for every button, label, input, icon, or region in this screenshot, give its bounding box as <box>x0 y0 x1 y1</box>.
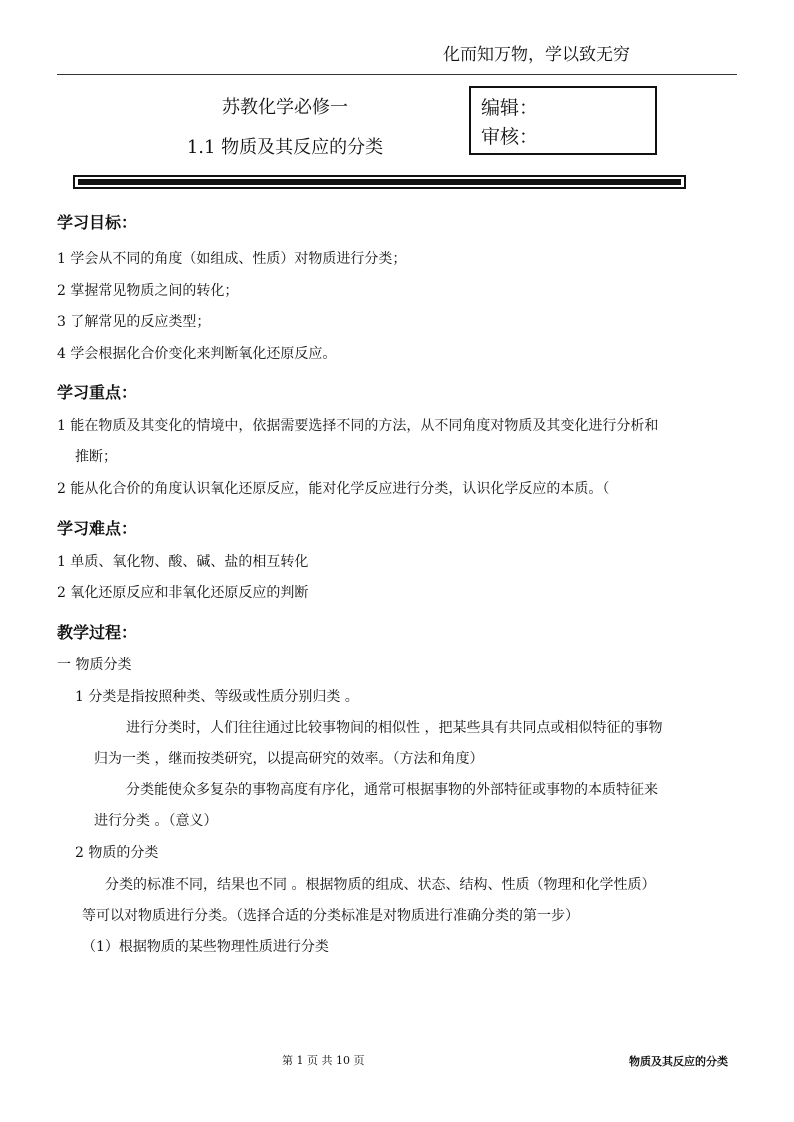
paragraph-line: 分类能使众多复杂的事物高度有序化，通常可根据事物的外部特征或事物的本质特征来 <box>126 782 658 798</box>
objective-item: 4 学会根据化合价变化来判断氧化还原反应。 <box>57 346 337 362</box>
objective-item: 1 学会从不同的角度（如组成、性质）对物质进行分类； <box>57 251 407 267</box>
reviewer-label: 审核： <box>481 126 539 148</box>
paragraph-line: 归为一类 ，继而按类研究，以提高研究的效率。（方法和角度） <box>94 751 484 767</box>
key-point-item: 2 能从化合价的角度认识氧化还原反应，能对化学反应进行分类，认识化学反应的本质。（ <box>57 481 610 497</box>
editor-label: 编辑： <box>481 97 539 119</box>
paragraph-line: 等可以对物质进行分类。（选择合适的分类标准是对物质进行准确分类的第一步） <box>82 908 579 924</box>
key-points-heading: 学习重点： <box>57 383 138 402</box>
paragraph-line: 进行分类 。（意义） <box>94 813 218 829</box>
process-heading: 教学过程： <box>57 623 138 642</box>
process-subsection: （1）根据物质的某些物理性质进行分类 <box>82 939 329 955</box>
footer-page-number: 第 1 页 共 10 页 <box>282 1054 365 1067</box>
objective-item: 2 掌握常见物质之间的转化； <box>57 283 239 299</box>
lesson-title: 1.1 物质及其反应的分类 <box>186 137 384 158</box>
course-title: 苏教化学必修一 <box>222 97 348 118</box>
objectives-heading: 学习目标： <box>57 213 138 232</box>
paragraph-line: 分类的标准不同，结果也不同 。根据物质的组成、状态、结构、性质（物理和化学性质） <box>105 877 656 893</box>
header-rule <box>57 74 737 75</box>
difficulties-heading: 学习难点： <box>57 519 138 538</box>
objective-item: 3 了解常见的反应类型； <box>57 314 211 330</box>
process-subsection: 1 分类是指按照种类、等级或性质分别归类 。 <box>75 689 359 705</box>
difficulty-item: 2 氧化还原反应和非氧化还原反应的判断 <box>57 585 309 601</box>
footer-title: 物质及其反应的分类 <box>629 1055 728 1068</box>
paragraph-line: 进行分类时，人们往往通过比较事物间的相似性 ，把某些具有共同点或相似特征的事物 <box>126 720 663 736</box>
difficulty-item: 1 单质、氧化物、酸、碱、盐的相互转化 <box>57 554 309 570</box>
key-point-item-continued: 推断； <box>75 449 117 465</box>
process-subsection: 2 物质的分类 <box>75 845 159 861</box>
header-motto: 化而知万物，学以致无穷 <box>443 45 630 65</box>
editor-box <box>469 86 657 155</box>
title-divider <box>73 175 686 189</box>
process-part-title: 一 物质分类 <box>57 657 132 673</box>
key-point-item: 1 能在物质及其变化的情境中，依据需要选择不同的方法，从不同角度对物质及其变化进行分析和 <box>57 418 659 434</box>
